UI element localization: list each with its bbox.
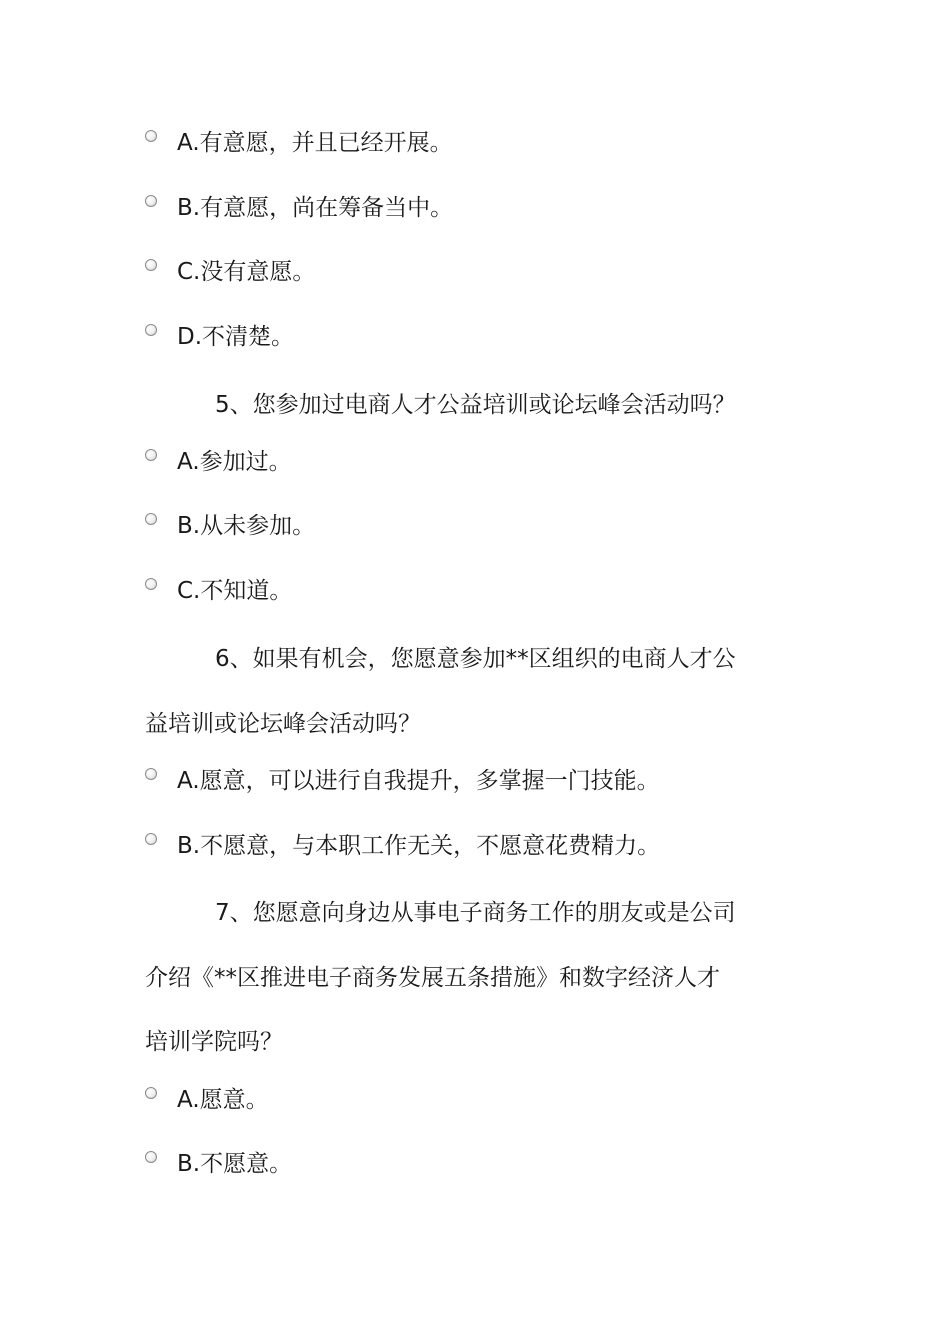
q7-option-a[interactable]: [145, 1084, 269, 1116]
radio-icon[interactable]: [145, 578, 157, 590]
q4-option-a[interactable]: [145, 127, 453, 159]
q6-option-a[interactable]: [145, 765, 660, 797]
option-label: B.有意愿，尚在筹备当中。: [177, 195, 454, 221]
question-7-line-2: 介绍《**区推进电子商务发展五条措施》和数字经济人才: [145, 965, 720, 991]
q5-option-b[interactable]: [145, 510, 315, 542]
question-7-line-1: 7、您愿意向身边从事电子商务工作的朋友或是公司: [215, 900, 736, 926]
q4-option-b[interactable]: [145, 192, 453, 224]
radio-icon[interactable]: [145, 1087, 157, 1099]
q7-option-b[interactable]: [145, 1148, 292, 1180]
radio-icon[interactable]: [145, 130, 157, 142]
option-label: B.不愿意，与本职工作无关，不愿意花费精力。: [177, 833, 661, 859]
radio-icon[interactable]: [145, 513, 157, 525]
question-6-line-1: 6、如果有机会，您愿意参加**区组织的电商人才公: [215, 646, 736, 672]
q6-option-b[interactable]: [145, 830, 660, 862]
option-label: B.从未参加。: [177, 513, 316, 539]
q4-option-c[interactable]: [145, 256, 315, 288]
radio-icon[interactable]: [145, 324, 157, 336]
radio-icon[interactable]: [145, 449, 157, 461]
radio-icon[interactable]: [145, 833, 157, 845]
radio-icon[interactable]: [145, 195, 157, 207]
option-label: A.参加过。: [177, 449, 292, 475]
option-label: A.愿意。: [177, 1087, 269, 1113]
q5-option-c[interactable]: [145, 575, 292, 607]
option-label: D.不清楚。: [177, 324, 295, 350]
option-label: B.不愿意。: [177, 1151, 293, 1177]
radio-icon[interactable]: [145, 768, 157, 780]
option-label: C.没有意愿。: [177, 259, 316, 285]
question-7-line-3: 培训学院吗？: [145, 1029, 283, 1055]
radio-icon[interactable]: [145, 1151, 157, 1163]
question-6-line-2: 益培训或论坛峰会活动吗？: [145, 711, 421, 737]
option-label: C.不知道。: [177, 578, 293, 604]
option-label: A.愿意，可以进行自我提升，多掌握一门技能。: [177, 768, 660, 794]
question-5: 5、您参加过电商人才公益培训或论坛峰会活动吗？: [215, 392, 736, 418]
radio-icon[interactable]: [145, 259, 157, 271]
option-label: A.有意愿，并且已经开展。: [177, 130, 453, 156]
q4-option-d[interactable]: [145, 321, 294, 353]
q5-option-a[interactable]: [145, 446, 292, 478]
